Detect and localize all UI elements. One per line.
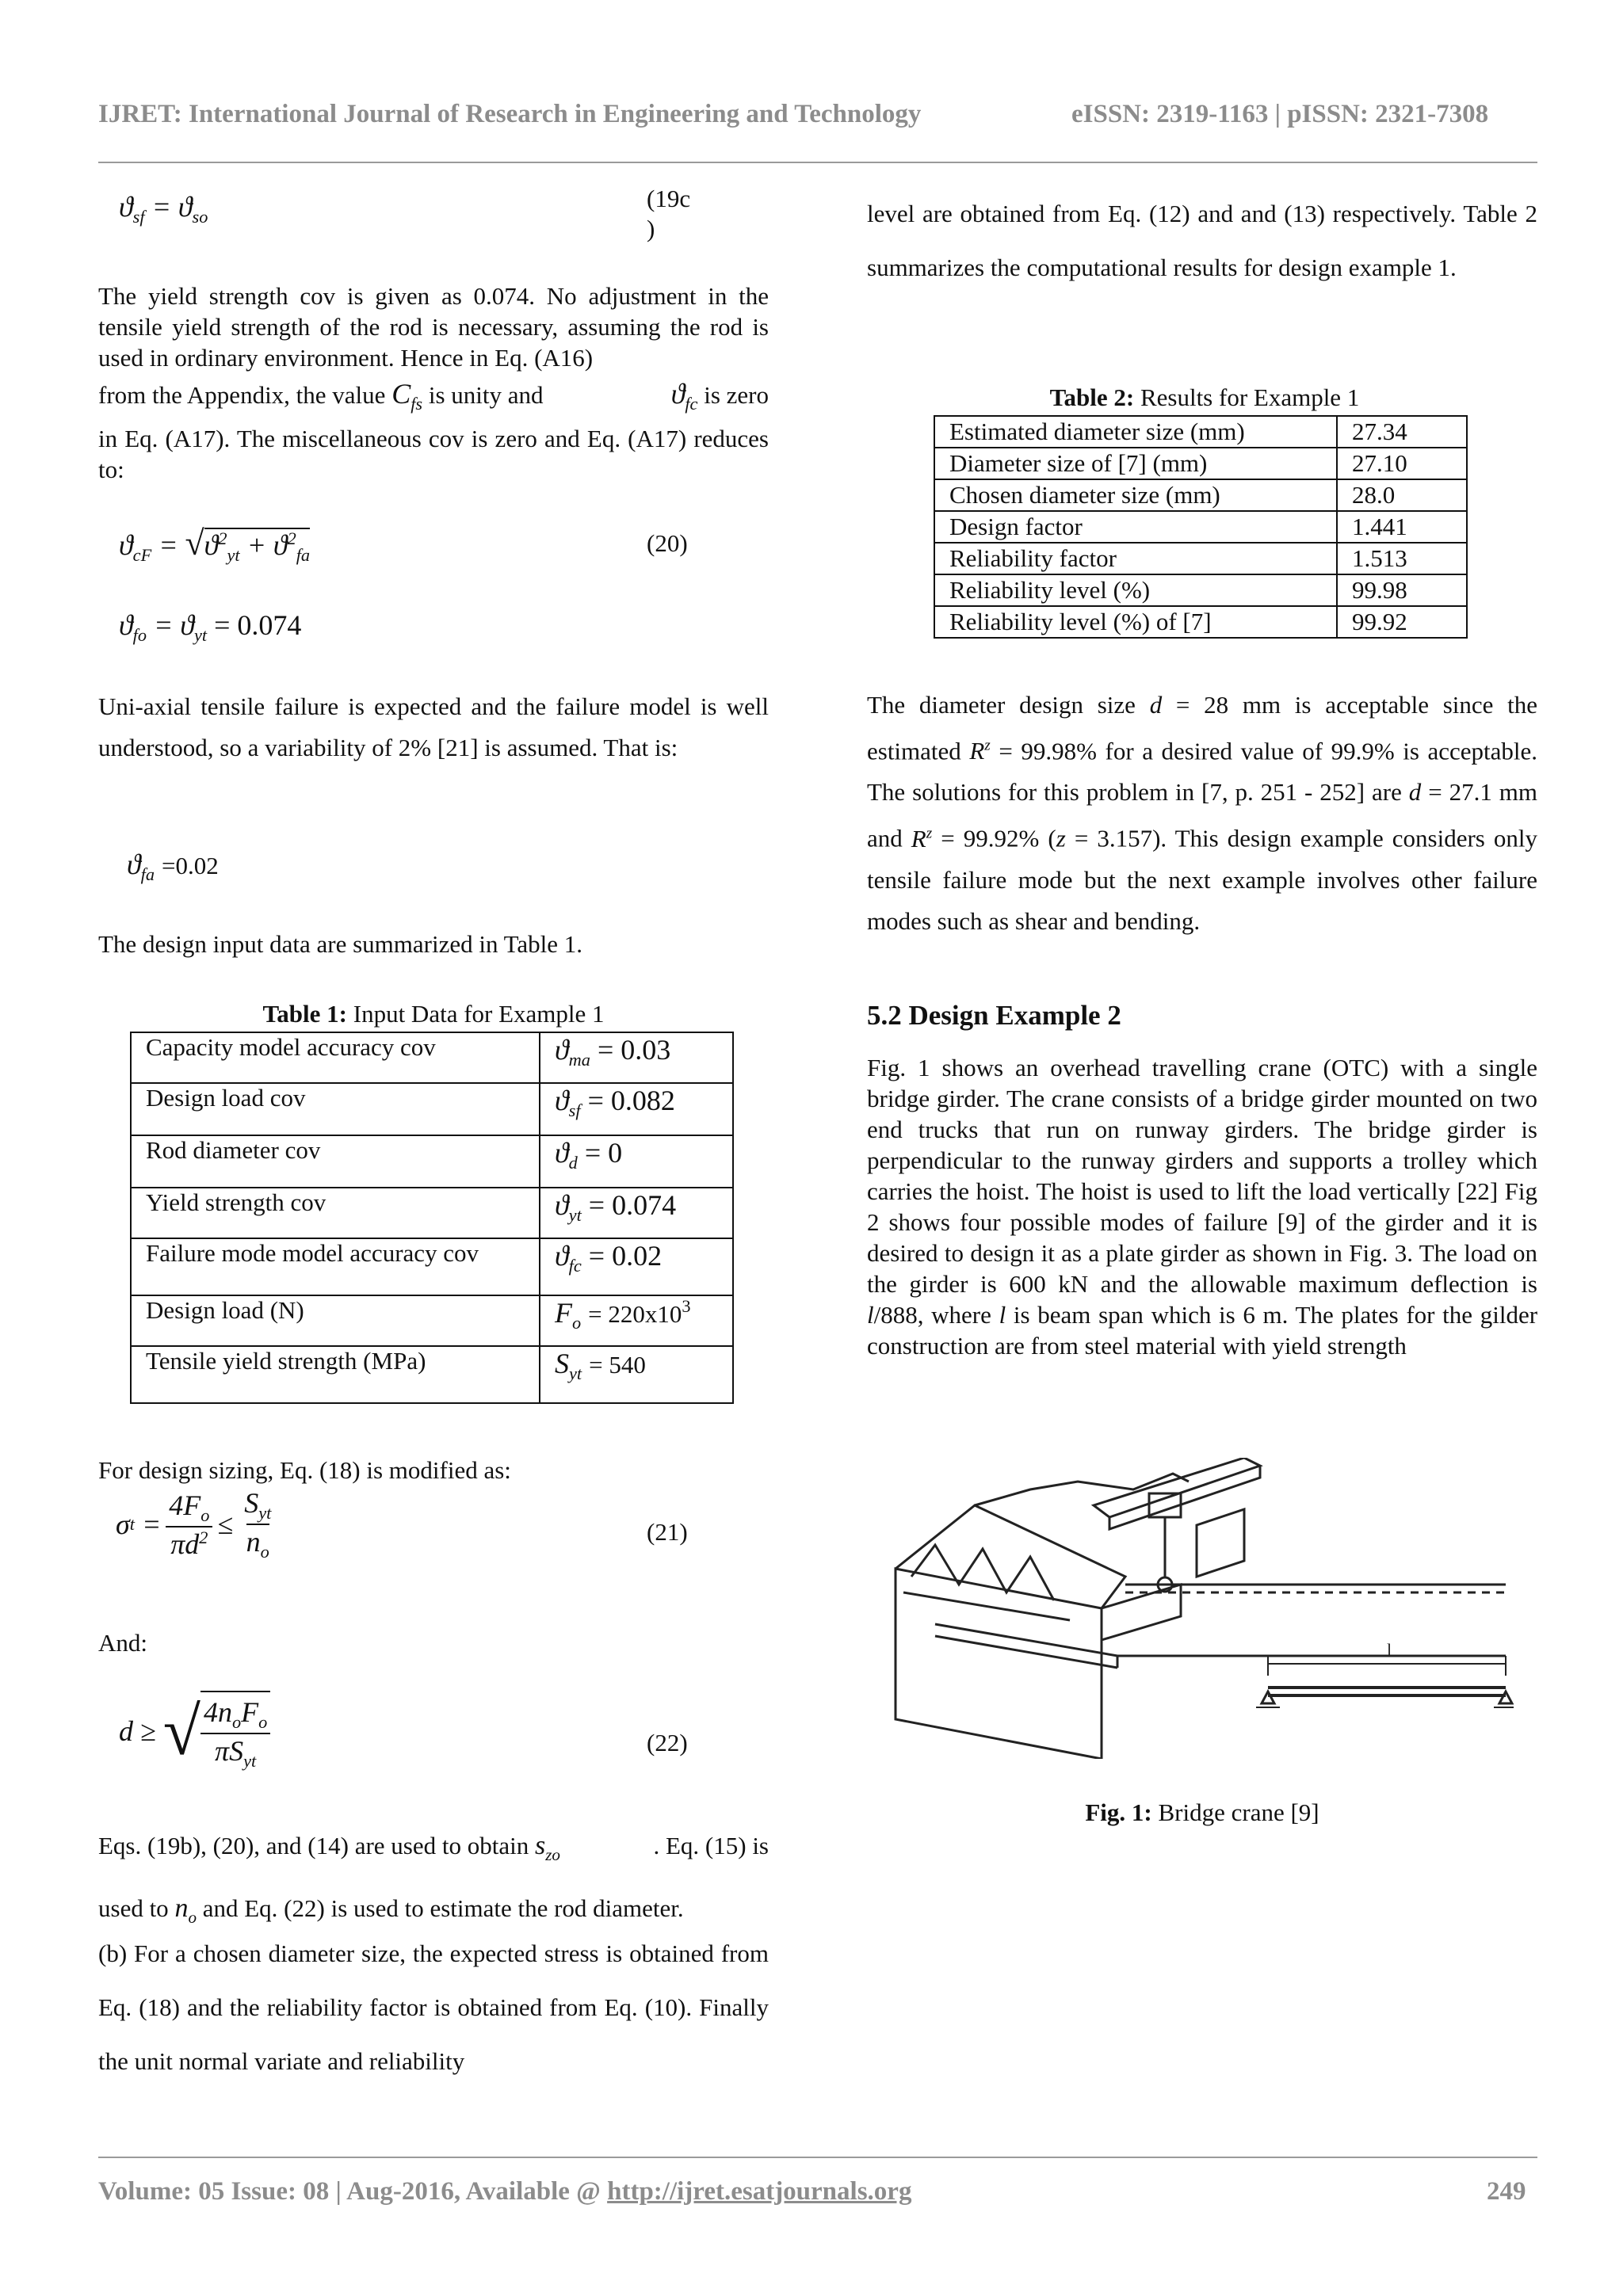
table2-value: 99.98 — [1337, 574, 1467, 606]
table2-value: 27.10 — [1337, 448, 1467, 479]
table2-row — [934, 606, 1467, 638]
support-right — [1499, 1691, 1512, 1703]
footer-rule — [98, 2157, 1537, 2158]
p5-post: . Eq. (15) is — [653, 1832, 769, 1859]
table1-value: $S_{yt} = 540$ — [540, 1346, 733, 1403]
table2-row — [934, 574, 1467, 606]
table1-row — [131, 1346, 733, 1403]
right-paragraph-3: Fig. 1 shows an overhead travelling crane (OTC) with a single bridge girder. The crane consists of a bridge girder mounted on two end trucks that run on runway girders. The bridge girder is perpendicular to the runway girders and supports a trolley which carries the hoist. The hoist is used to lift the load vertically [22] Fig 2 shows four possible modes of failure [9] of the girder and it is desired to design it as a plate girder as shown in Fig. 3. The load on the girder is 600 kN and the allowable maximum deflection is l/888, where l is beam span which is 6 m. The plates for the gilder construction are from steel material with yield strength — [867, 1054, 1538, 1360]
table2-value: 27.34 — [1337, 416, 1467, 448]
table2-label: Reliability factor — [934, 543, 1337, 574]
table1-row — [131, 1238, 733, 1295]
p1b-pre: from the Appendix, the value — [98, 381, 386, 409]
section-heading: 5.2 Design Example 2 — [867, 1000, 1121, 1031]
table1-value: $ϑ_{sf} = 0.082$ — [540, 1083, 733, 1135]
table2-value: 28.0 — [1337, 479, 1467, 511]
p1b-post: is zero — [704, 381, 769, 409]
roof-edge — [896, 1505, 1125, 1608]
table2-label: Reliability level (%) — [934, 574, 1337, 606]
figure1-caption-bold: Fig. 1: — [1085, 1798, 1152, 1826]
and-text: And: — [98, 1629, 147, 1657]
table1-label: Yield strength cov — [131, 1188, 540, 1238]
table-1 — [130, 1032, 734, 1404]
table2-row — [934, 479, 1467, 511]
footer-volume: Volume: 05 Issue: 08 | Aug-2016, Available @ http://ijret.esatjournals.org — [98, 2177, 912, 2206]
figure1-caption-text: Bridge crane [9] — [1151, 1798, 1319, 1826]
left-paragraph-4: For design sizing, Eq. (18) is modified as: — [98, 1456, 511, 1484]
issn: eISSN: 2319-1163 | pISSN: 2321-7308 — [1071, 100, 1489, 128]
table2-row — [934, 448, 1467, 479]
table1-value: $F_o = 220x10^3$ — [540, 1295, 733, 1346]
table1-value: $ϑ_{fc} = 0.02$ — [540, 1238, 733, 1295]
journal-link[interactable]: http://ijret.esatjournals.org — [607, 2177, 912, 2206]
figure1-caption — [867, 1798, 1537, 1827]
p5b-pre: used to — [98, 1894, 169, 1922]
left-paragraph-3: The design input data are summarized in Table 1. — [98, 930, 583, 958]
table1-row — [131, 1135, 733, 1188]
table1-value: $ϑ_{yt} = 0.074$ — [540, 1188, 733, 1238]
equation-22-label: (22) — [647, 1729, 688, 1756]
table2-caption — [935, 383, 1474, 412]
left-paragraph-5: Eqs. (19b), (20), and (14) are used to obtain $s_{zo}$ . Eq. (15) is used to $n_o$ and Eq. (22) is used to estimate the rod diameter. — [98, 1819, 769, 1944]
p5b-post: and Eq. (22) is used to estimate the rod diameter. — [202, 1894, 684, 1922]
table1-caption-bold: Table 1: — [262, 1000, 347, 1028]
left-paragraph-2: Uni-axial tensile failure is expected and the failure model is well understood, so a variability of 2% [21] is assumed. That is: — [98, 692, 769, 761]
table1-caption — [98, 1000, 769, 1028]
right-paragraph-2: The diameter design size d = 28 mm is acceptable since the estimated $R^z = 99.98\%$ for a desired value of 99.9% is acceptable. The solutions for this problem in [7, p. 251 - 252] are d = 27.1 mm and $R^z = 99.92\%$ (z = 3.157). This design example considers only tensile failure mode but the next example involves other failure modes such as shear and bending. — [867, 691, 1538, 935]
p1b-mid: is unity and — [428, 381, 544, 409]
right-paragraph-1: level are obtained from Eq. (12) and and (13) respectively. Table 2 summarizes the computational results for design example 1. — [867, 200, 1537, 281]
table1-label: Failure mode model accuracy cov — [131, 1238, 540, 1295]
table2-value: 99.92 — [1337, 606, 1467, 638]
table-2 — [934, 415, 1468, 639]
equation-21: σ t = $\frac{4F_o}{\pi d^2}$ ≤ $\frac{S_{yt}}{n_o}$ — [116, 1487, 272, 1562]
table2-label: Reliability level (%) of [7] — [934, 606, 1337, 638]
left-paragraph-1b: from the Appendix, the value $C_{fs}$ is unity and $ϑ_{fc}$ is zero — [98, 378, 769, 414]
table2-row — [934, 543, 1467, 574]
span-label: l — [1387, 1640, 1392, 1660]
table2-value: 1.513 — [1337, 543, 1467, 574]
table2-caption-bold: Table 2: — [1049, 383, 1135, 411]
equation-20-label: (20) — [647, 529, 688, 557]
table1-label: Capacity model accuracy cov — [131, 1032, 540, 1083]
table1-label: Design load (N) — [131, 1295, 540, 1346]
table1-label: Rod diameter cov — [131, 1135, 540, 1188]
equation-19c-label: (19c ) — [647, 185, 691, 242]
truss — [911, 1545, 1054, 1600]
table1-row — [131, 1083, 733, 1135]
table2-label: Diameter size of [7] (mm) — [934, 448, 1337, 479]
table2-row — [934, 511, 1467, 543]
header-rule — [98, 162, 1537, 163]
table1-label: Tensile yield strength (MPa) — [131, 1346, 540, 1403]
equation-19c: $ϑ_{sf} = ϑ_{so}$ — [119, 191, 208, 227]
equation-22: d ≥ √ $\frac{4n_oF_o}{\pi S_{yt}}$ — [119, 1691, 270, 1772]
equation-fo-value: = 0.074 — [214, 609, 302, 641]
table1-label: Design load cov — [131, 1083, 540, 1135]
table1-row — [131, 1032, 733, 1083]
table2-label: Estimated diameter size (mm) — [934, 416, 1337, 448]
support-left — [1262, 1691, 1274, 1703]
equation-20: $ϑ_{cF} = √ϑ^2_{yt} + ϑ^2_{fa}$ — [119, 524, 311, 566]
table2-label: Chosen diameter size (mm) — [934, 479, 1337, 511]
table2-row — [934, 416, 1467, 448]
table2-value: 1.441 — [1337, 511, 1467, 543]
equation-fa-value: =0.02 — [162, 852, 219, 879]
table1-value: $ϑ_{ma} = 0.03$ — [540, 1032, 733, 1083]
table1-caption-text: Input Data for Example 1 — [347, 1000, 605, 1028]
table1-value: $ϑ_d = 0$ — [540, 1135, 733, 1188]
left-paragraph-1: The yield strength cov is given as 0.074. No adjustment in the tensile yield strength of the rod is necessary, assuming the rod is used in ordinary environment. Hence in Eq. (A16) — [98, 282, 769, 372]
equation-fa: $ϑ_{fa} =0.02$ — [127, 849, 219, 885]
equation-21-label: (21) — [647, 1518, 688, 1546]
journal-title: IJRET: International Journal of Research in Engineering and Technology — [98, 100, 922, 128]
p5-pre: Eqs. (19b), (20), and (14) are used to obtain — [98, 1832, 529, 1859]
table2-label: Design factor — [934, 511, 1337, 543]
table2-caption-text: Results for Example 1 — [1134, 383, 1360, 411]
table1-row — [131, 1188, 733, 1238]
left-paragraph-6: (b) For a chosen diameter size, the expected stress is obtained from Eq. (18) and the reliability factor is obtained from Eq. (10). Finally the unit normal variate and reliability — [98, 1939, 769, 2075]
table1-row — [131, 1295, 733, 1346]
bridge-crane-figure — [888, 1458, 1514, 1759]
left-paragraph-1c: in Eq. (A17). The miscellaneous cov is zero and Eq. (A17) reduces to: — [98, 425, 769, 483]
equation-fo: $ϑ_{fo} = ϑ_{yt} = 0.074$ — [119, 609, 302, 646]
page-number: 249 — [1487, 2177, 1526, 2206]
